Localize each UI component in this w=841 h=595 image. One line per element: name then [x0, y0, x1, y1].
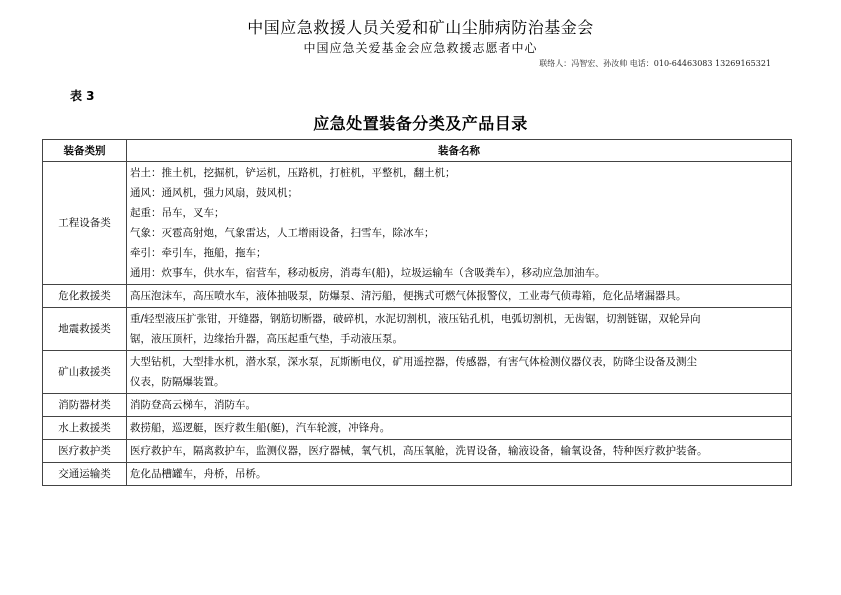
table-row	[43, 417, 792, 440]
equipment-names-cell	[127, 394, 792, 417]
table-row	[43, 162, 792, 285]
organization-subtitle: 中国应急关爱基金会应急救援志愿者中心	[303, 41, 538, 55]
equipment-line: 锯，液压顶杆，边缘抬升器，高压起重气垫，手动液压泵。	[130, 333, 403, 345]
equipment-line: 仪表，防隔爆装置。	[130, 376, 225, 388]
column-header-equipment: 装备名称	[127, 140, 792, 162]
equipment-table	[42, 139, 792, 486]
category-cell: 危化救援类	[43, 285, 127, 308]
table-title: 应急处置装备分类及产品目录	[313, 114, 528, 133]
category-cell: 医疗救护类	[43, 440, 127, 463]
equipment-line: 消防登高云梯车，消防车。	[130, 399, 256, 411]
table-row	[43, 394, 792, 417]
category-cell: 交通运输类	[43, 463, 127, 486]
equipment-line: 医疗救护车，隔离救护车，监测仪器，医疗器械，氧气机，高压氧舱，洗胃设备，输液设备，输氧设备，特种医疗救护装备。	[130, 445, 708, 457]
equipment-line: 通风：通风机，强力风扇，鼓风机；	[130, 187, 298, 199]
column-header-category: 装备类别	[43, 140, 127, 162]
table-header-row	[43, 140, 792, 162]
equipment-names-cell	[127, 351, 792, 394]
category-cell: 消防器材类	[43, 394, 127, 417]
equipment-line: 重/轻型液压扩张钳，开缝器，钢筋切断器，破碎机，水泥切割机，液压钻孔机，电弧切割机，无齿锯，切割链锯，双轮异向	[130, 313, 701, 325]
category-cell: 工程设备类	[43, 162, 127, 285]
equipment-names-cell	[127, 440, 792, 463]
equipment-line: 岩土：推土机，挖掘机，铲运机，压路机，打桩机，平整机，翻土机；	[130, 167, 456, 179]
contact-info: 联络人：冯智宏、孙汝帅 电话：010-64463083 13269165321	[539, 59, 771, 68]
table-row	[43, 463, 792, 486]
table-row	[43, 351, 792, 394]
equipment-line: 救捞船，巡逻艇，医疗救生船(艇)，汽车轮渡，冲锋舟。	[130, 422, 391, 434]
equipment-names-cell	[127, 417, 792, 440]
category-cell: 水上救援类	[43, 417, 127, 440]
equipment-names-cell	[127, 285, 792, 308]
equipment-names-cell	[127, 463, 792, 486]
category-cell: 地震救援类	[43, 308, 127, 351]
category-cell: 矿山救援类	[43, 351, 127, 394]
equipment-line: 牵引：牵引车，拖船，拖车；	[130, 247, 267, 259]
equipment-line: 气象：灭雹高射炮，气象雷达，人工增雨设备，扫雪车，除冰车；	[130, 227, 435, 239]
equipment-line: 通用：炊事车，供水车，宿营车，移动板房，消毒车(船)，垃圾运输车（含吸粪车），移动应急加油车。	[130, 267, 606, 279]
equipment-line: 大型钻机，大型排水机，潜水泵，深水泵，瓦斯断电仪，矿用遥控器，传感器，有害气体检测仪器仪表，防降尘设备及测尘	[130, 356, 697, 368]
equipment-line: 危化品槽罐车，舟桥，吊桥。	[130, 468, 267, 480]
equipment-line: 高压泡沫车，高压喷水车，液体抽吸泵，防爆泵、清污船，便携式可燃气体报警仪，工业毒气侦毒箱，危化品堵漏器具。	[130, 290, 687, 302]
table-row	[43, 285, 792, 308]
equipment-names-cell	[127, 162, 792, 285]
table-row	[43, 308, 792, 351]
equipment-line: 起重：吊车，叉车；	[130, 207, 225, 219]
equipment-names-cell	[127, 308, 792, 351]
table-row	[43, 440, 792, 463]
table-number: 表 3	[70, 89, 95, 103]
organization-title: 中国应急救援人员关爱和矿山尘肺病防治基金会	[247, 18, 594, 37]
